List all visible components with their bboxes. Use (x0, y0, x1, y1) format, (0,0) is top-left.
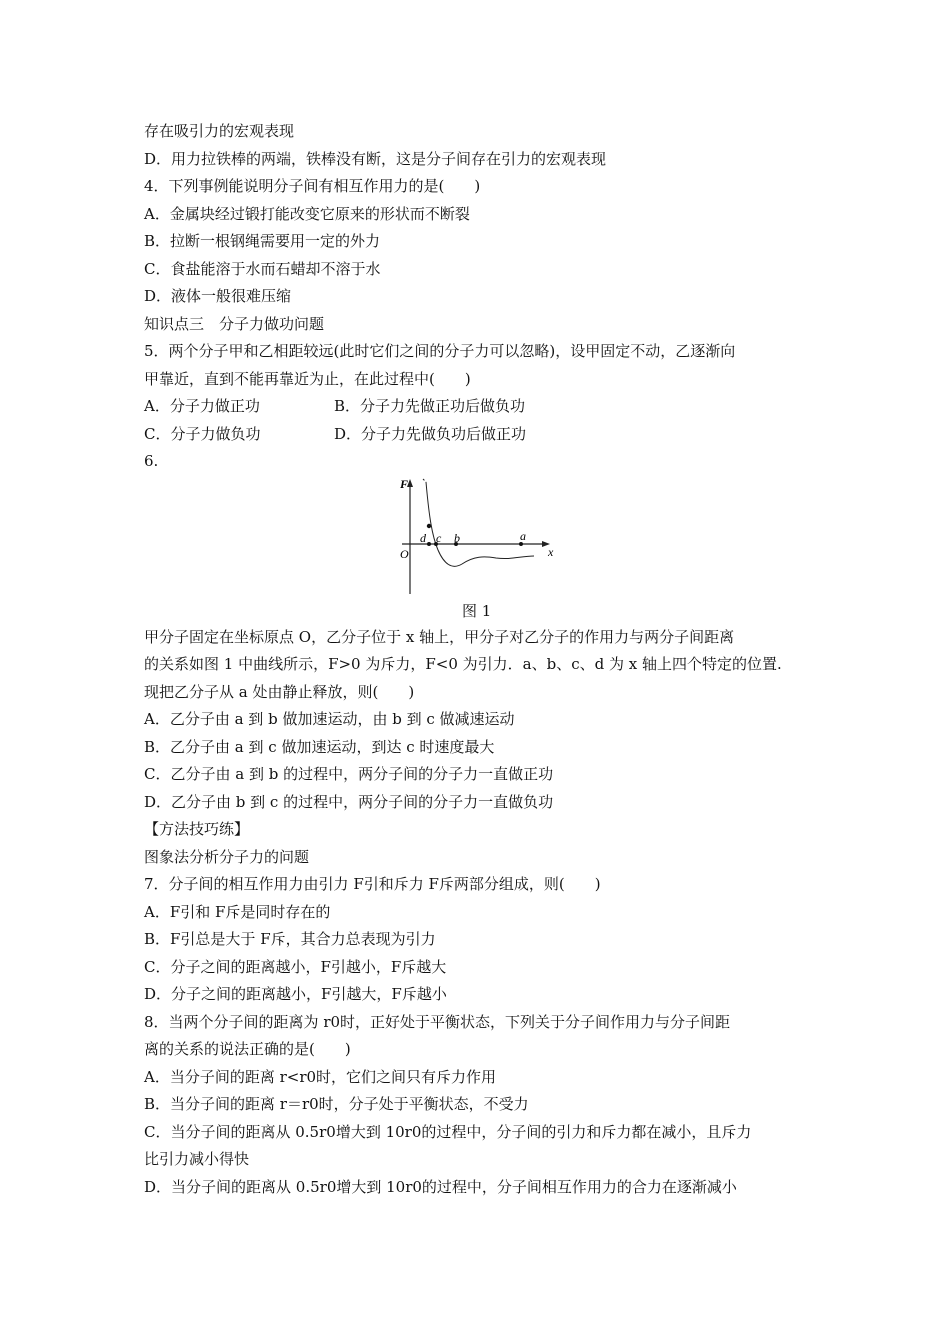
question-5-cont: 甲靠近，直到不能再靠近为止，在此过程中( ) (144, 369, 471, 388)
text-line: 存在吸引力的宏观表现 (144, 122, 295, 140)
question-6-text: 的关系如图 1 中曲线所示，F>0 为斥力，F<0 为引力．a、b、c、d 为 x 轴上四个特定的位置. (144, 655, 782, 673)
options-row (144, 421, 824, 449)
option-c: C．食盐能溶于水而石蜡却不溶于水 (144, 259, 381, 278)
option-d: D．分子力先做负功后做正功 (334, 424, 527, 443)
subsection-heading: 图象法分析分子力的问题 (144, 847, 310, 866)
point-a-label: a (520, 528, 526, 543)
option-d: D．液体一般很难压缩 (144, 287, 292, 305)
option-c-cont: 比引力减小得快 (144, 1150, 250, 1168)
section-heading: 【方法技巧练】 (144, 820, 250, 838)
curve-tail (423, 479, 426, 482)
point-c-label: c (436, 530, 442, 545)
figure-caption: 图 1 (462, 601, 492, 620)
option-c: C．分子之间的距离越小，F引越小，F斥越大 (144, 957, 447, 976)
question-6-text: 现把乙分子从 a 处由静止释放，则( ) (144, 682, 415, 701)
option-b: B．F引总是大于 F斥，其合力总表现为引力 (144, 930, 436, 948)
option-b: B．当分子间的距离 r＝r0时，分子处于平衡状态，不受力 (144, 1095, 529, 1113)
option-a: A．金属块经过锻打能改变它原来的形状而不断裂 (144, 204, 470, 223)
option-a: A．F引和 F斥是同时存在的 (144, 902, 331, 921)
force-curve (426, 482, 534, 566)
origin-label: O (400, 546, 409, 561)
option-b: B．分子力先做正功后做负功 (334, 397, 526, 415)
options-row (144, 393, 824, 421)
option-c: C．分子力做负功 (144, 424, 261, 443)
option-c: C．乙分子由 a 到 b 的过程中，两分子间的分子力一直做正功 (144, 765, 554, 783)
question-4: 4．下列事例能说明分子间有相互作用力的是( ) (144, 177, 481, 195)
option-a: A．当分子间的距离 r<r0时，它们之间只有斥力作用 (144, 1067, 497, 1086)
question-6: 6. (144, 452, 159, 470)
option-c: C．当分子间的距离从 0.5r0增大到 10r0的过程中，分子间的引力和斥力都在减小，且斥力 (144, 1122, 752, 1141)
point-d-marker (427, 542, 431, 546)
x-axis-label: x (548, 544, 554, 559)
question-8: 8．当两个分子间的距离为 r0时，正好处于平衡状态，下列关于分子间作用力与分子间距 (144, 1012, 731, 1031)
text-line: D．用力拉铁棒的两端，铁棒没有断，这是分子间存在引力的宏观表现 (144, 149, 607, 168)
point-d-label: d (420, 530, 426, 545)
question-6-text: 甲分子固定在坐标原点 O，乙分子位于 x 轴上，甲分子对乙分子的作用力与两分子间距离 (144, 627, 735, 646)
point-marker (427, 523, 431, 527)
option-d: D．乙分子由 b 到 c 的过程中，两分子间的分子力一直做负功 (144, 792, 554, 811)
point-b-label: b (454, 530, 460, 545)
option-a: A．乙分子由 a 到 b 做加速运动，由 b 到 c 做减速运动 (144, 710, 515, 728)
question-7: 7．分子间的相互作用力由引力 F引和斥力 F斥两部分组成，则( ) (144, 875, 601, 893)
option-a: A．分子力做正功 (144, 397, 260, 415)
option-b: B．拉断一根钢绳需要用一定的外力 (144, 232, 381, 250)
force-distance-graph (396, 476, 556, 606)
document-page (144, 118, 824, 1201)
question-5: 5．两个分子甲和乙相距较远(此时它们之间的分子力可以忽略)，设甲固定不动，乙逐渐向 (144, 342, 736, 360)
figure-1 (144, 476, 824, 624)
option-d: D．当分子间的距离从 0.5r0增大到 10r0的过程中，分子间相互作用力的合力在逐渐减小 (144, 1177, 737, 1196)
section-heading: 知识点三 分子力做功问题 (144, 314, 325, 333)
option-d: D．分子之间的距离越小，F引越大，F斥越小 (144, 985, 447, 1003)
option-b: B．乙分子由 a 到 c 做加速运动，到达 c 时速度最大 (144, 737, 495, 756)
f-axis-label: F (400, 476, 409, 491)
question-8-cont: 离的关系的说法正确的是( ) (144, 1040, 351, 1058)
